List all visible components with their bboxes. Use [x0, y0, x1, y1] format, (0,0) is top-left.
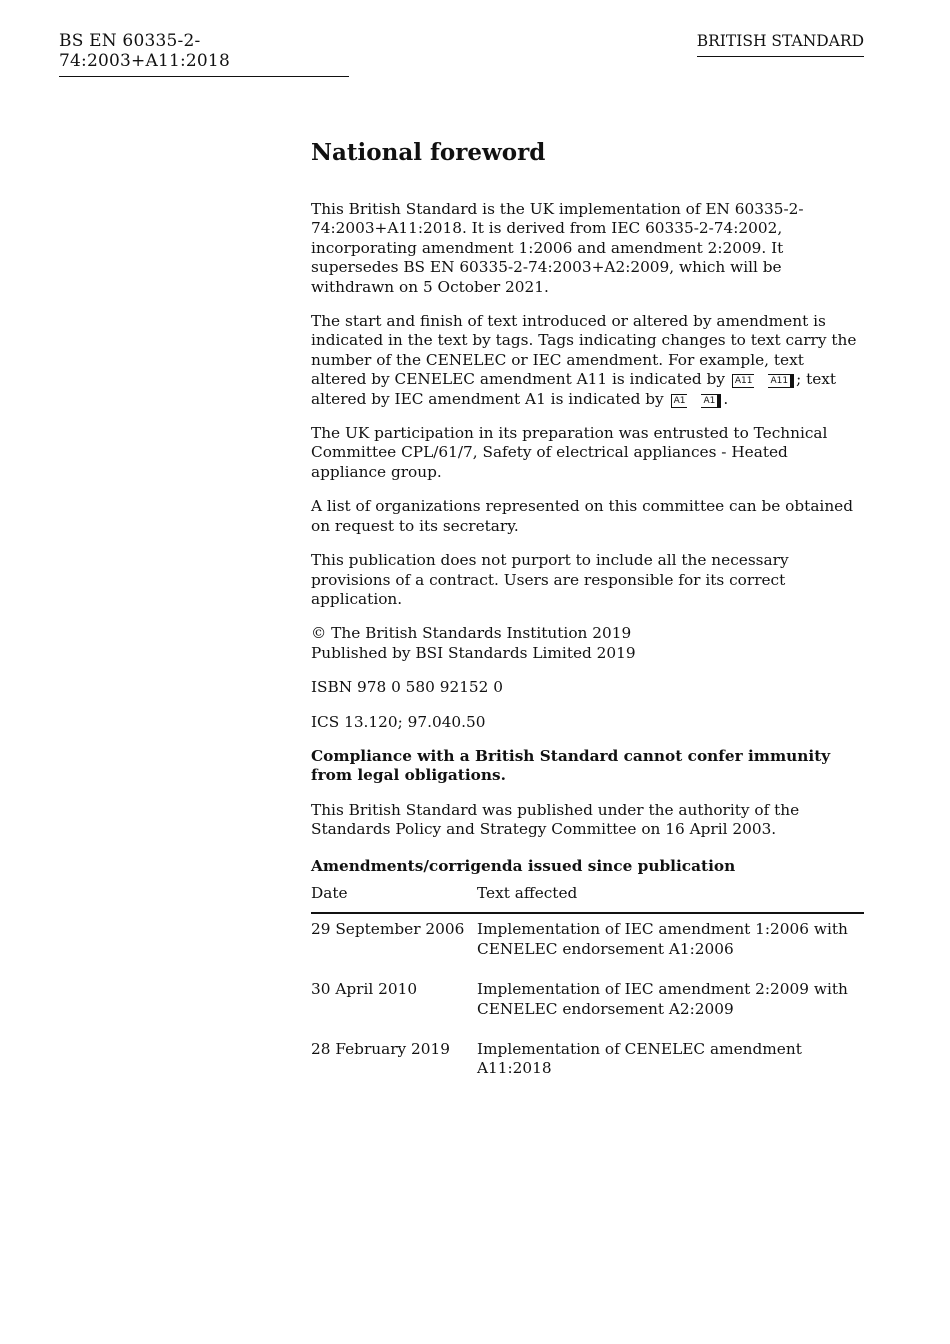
amendment-text: Implementation of IEC amendment 2:2009 with CENELEC endorsement A2:2009 — [477, 980, 848, 1018]
isbn: ISBN 978 0 580 92152 0 — [311, 678, 503, 697]
a1-start-tag-icon: A1 — [671, 394, 688, 408]
a1-end-tag-icon: A1 — [701, 394, 721, 408]
tags-text-1: The start and finish of text introduced or altered by amendment is indicated in the text by tags. Tags indicating changes to text carry the number of the CENELEC or IEC amendment. For example, text altered by CENELEC amendment A11 is indicated by — [311, 312, 857, 389]
a11-end-tag-icon: A11 — [768, 374, 794, 388]
compliance-notice: Compliance with a British Standard cannot confer immunity from legal obligations. — [311, 746, 831, 785]
amendments-table — [311, 884, 864, 1094]
amendment-text: Implementation of CENELEC amendment A11:2018 — [477, 1040, 802, 1078]
a11-start-tag-icon: A11 — [732, 374, 755, 388]
tags-text-2: ; text altered by IEC amendment A1 is indicated by — [311, 370, 837, 408]
document-id: BS EN 60335-2-74:2003+A11:2018 — [59, 31, 349, 77]
ics: ICS 13.120; 97.040.50 — [311, 712, 486, 731]
tags-text-3: . — [723, 389, 729, 408]
organizations-paragraph: A list of organizations represented on this committee can be obtained on request to its secretary. — [311, 497, 854, 535]
table-row — [311, 974, 864, 1034]
publisher-line: Published by BSI Standards Limited 2019 — [311, 643, 636, 662]
amendments-title: Amendments/corrigenda issued since publication — [311, 856, 736, 875]
implementation-paragraph: This British Standard is the UK implementation of EN 60335-2-74:2003+A11:2018. It is derived from IEC 60335-2-74:2002, incorporating amendment 1:2006 and amendment 2:2009. It supersedes BS EN 60335-2-74:2003+A2:2009, which will be withdrawn on 5 October 2021. — [311, 200, 804, 296]
table-row — [311, 913, 864, 974]
authority-paragraph: This British Standard was published under the authority of the Standards Policy and Strategy Committee on 16 April 2003. — [311, 800, 800, 839]
amendment-date: 30 April 2010 — [311, 980, 418, 999]
committee-paragraph: The UK participation in its preparation was entrusted to Technical Committee CPL/61/7, Safety of electrical appliances - Heated appliance group. — [311, 424, 828, 481]
page-title: National foreword — [311, 139, 546, 166]
amendment-date: 29 September 2006 — [311, 920, 465, 939]
series-label: BRITISH STANDARD — [697, 32, 864, 57]
amendment-tags-paragraph — [311, 312, 864, 409]
national-foreword — [311, 138, 864, 1094]
table-header-row — [311, 884, 864, 913]
copyright-block — [311, 624, 864, 663]
amendment-text: Implementation of IEC amendment 1:2006 with CENELEC endorsement A1:2006 — [477, 920, 848, 958]
amendment-date: 28 February 2019 — [311, 1040, 450, 1058]
provisions-paragraph: This publication does not purport to include all the necessary provisions of a contract. Users are responsible for its correct application. — [311, 551, 789, 608]
table-row — [311, 1034, 864, 1094]
column-header-text-affected: Text affected — [477, 884, 864, 913]
copyright-line: © The British Standards Institution 2019 — [311, 624, 632, 643]
column-header-date: Date — [311, 884, 477, 913]
